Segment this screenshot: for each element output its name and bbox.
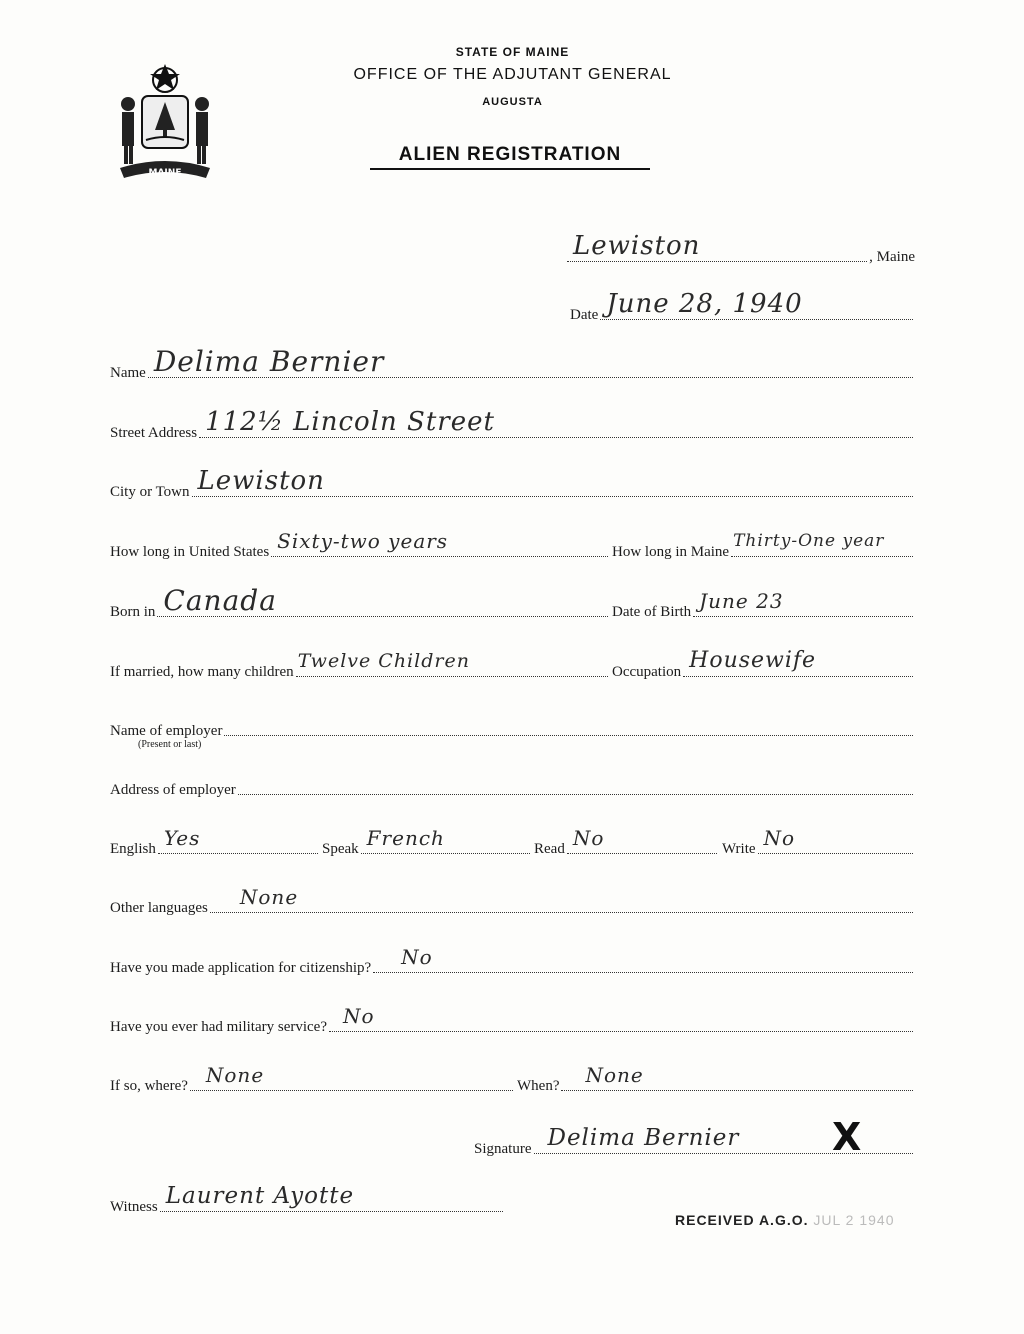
where-field[interactable]: [190, 1063, 513, 1091]
witness-row: [110, 1183, 505, 1216]
signature-label: Signature: [474, 1141, 532, 1157]
us-duration-field[interactable]: [271, 529, 608, 557]
place-line[interactable]: [567, 231, 867, 262]
date-field[interactable]: [600, 289, 913, 320]
signature-mark: X: [832, 1115, 862, 1159]
employer-address-label: Address of employer: [110, 782, 236, 798]
citizenship-row: [110, 945, 915, 977]
children-label: If married, how many children: [110, 664, 294, 680]
english-value: Yes: [163, 826, 201, 850]
received-stamp-date: JUL 2 1940: [813, 1212, 895, 1228]
citizenship-value: No: [401, 945, 433, 969]
employer-row: [110, 714, 915, 740]
employer-address-field[interactable]: [238, 776, 913, 795]
other-languages-field[interactable]: [210, 885, 913, 913]
city-value: Lewiston: [197, 466, 325, 496]
maine-duration-row: [612, 531, 915, 561]
maine-duration-label: How long in Maine: [612, 544, 730, 560]
name-value: Delima Bernier: [153, 345, 385, 378]
maine-duration-field[interactable]: [731, 531, 913, 557]
street-value: 112½ Lincoln Street: [205, 407, 495, 437]
place-value: Lewiston: [573, 231, 701, 261]
english-row: [110, 826, 320, 858]
received-stamp: [675, 1212, 895, 1228]
dob-value: June 23: [699, 589, 784, 613]
born-field[interactable]: [157, 584, 608, 617]
when-field[interactable]: [561, 1063, 913, 1091]
dob-row: [612, 589, 915, 621]
witness-value: Laurent Ayotte: [165, 1183, 355, 1209]
where-row: [110, 1063, 515, 1095]
witness-label: Witness: [110, 1199, 158, 1215]
read-value: No: [572, 826, 605, 850]
date-value: June 28, 1940: [606, 289, 803, 319]
form-title: ALIEN REGISTRATION: [370, 144, 650, 170]
us-duration-value: Sixty-two years: [277, 529, 449, 553]
employer-field[interactable]: [224, 717, 913, 736]
maine-duration-value: Thirty-One year: [733, 531, 885, 551]
speak-row: [322, 826, 532, 858]
name-row: [110, 345, 915, 382]
state-seal-icon: [106, 60, 224, 184]
seal-banner-text: MAINE: [148, 168, 182, 178]
born-label: Born in: [110, 604, 156, 620]
occupation-field[interactable]: [683, 648, 913, 677]
street-label: Street Address: [110, 425, 198, 441]
military-field[interactable]: [329, 1004, 913, 1032]
employer-sublabel: (Present or last): [138, 739, 202, 750]
name-label: Name: [110, 365, 146, 381]
citizenship-label: Have you made application for citizenship?: [110, 960, 372, 976]
where-label: If so, where?: [110, 1078, 188, 1094]
children-value: Twelve Children: [297, 650, 470, 672]
read-field[interactable]: [567, 826, 717, 854]
received-stamp-text: RECEIVED A.G.O.: [675, 1212, 809, 1228]
military-value: No: [343, 1004, 375, 1028]
place-row: [565, 231, 915, 266]
header-city: AUGUSTA: [482, 96, 543, 108]
write-value: No: [763, 826, 796, 850]
employer-address-row: [110, 773, 915, 799]
english-field[interactable]: [158, 826, 318, 854]
dob-field[interactable]: [693, 589, 913, 617]
dob-label: Date of Birth: [612, 604, 692, 620]
other-languages-value: None: [239, 885, 299, 909]
city-label: City or Town: [110, 484, 190, 500]
born-row: [110, 584, 610, 621]
city-row: [110, 466, 915, 501]
when-label: When?: [517, 1078, 560, 1094]
date-label: Date: [570, 307, 599, 323]
occupation-value: Housewife: [689, 648, 817, 673]
citizenship-field[interactable]: [373, 945, 913, 973]
us-duration-label: How long in United States: [110, 544, 270, 560]
english-label: English: [110, 841, 156, 857]
other-languages-row: [110, 885, 915, 917]
place-suffix: , Maine: [869, 249, 915, 265]
street-field[interactable]: [199, 407, 913, 438]
us-duration-row: [110, 529, 610, 561]
speak-value: French: [366, 826, 445, 850]
write-label: Write: [722, 841, 756, 857]
city-field[interactable]: [192, 466, 913, 497]
where-value: None: [205, 1063, 265, 1087]
name-field[interactable]: [148, 345, 913, 378]
military-label: Have you ever had military service?: [110, 1019, 327, 1035]
street-row: [110, 407, 915, 442]
when-row: [517, 1063, 915, 1095]
speak-field[interactable]: [361, 826, 530, 854]
read-row: [534, 826, 719, 858]
date-row: [570, 289, 915, 324]
occupation-row: [612, 648, 915, 681]
when-value: None: [585, 1063, 644, 1087]
military-row: [110, 1004, 915, 1036]
speak-label: Speak: [322, 841, 359, 857]
born-value: Canada: [163, 584, 277, 617]
occupation-label: Occupation: [612, 664, 682, 680]
employer-label: Name of employer: [110, 723, 223, 739]
children-row: [110, 650, 610, 681]
children-field[interactable]: [296, 650, 608, 677]
read-label: Read: [534, 841, 565, 857]
signature-value: Delima Bernier: [547, 1125, 740, 1151]
write-field[interactable]: [758, 826, 913, 854]
other-languages-label: Other languages: [110, 900, 208, 916]
header-office: OFFICE OF THE ADJUTANT GENERAL: [353, 66, 672, 83]
write-row: [722, 826, 915, 858]
witness-field[interactable]: [160, 1183, 503, 1212]
header-state: STATE OF MAINE: [455, 45, 570, 59]
